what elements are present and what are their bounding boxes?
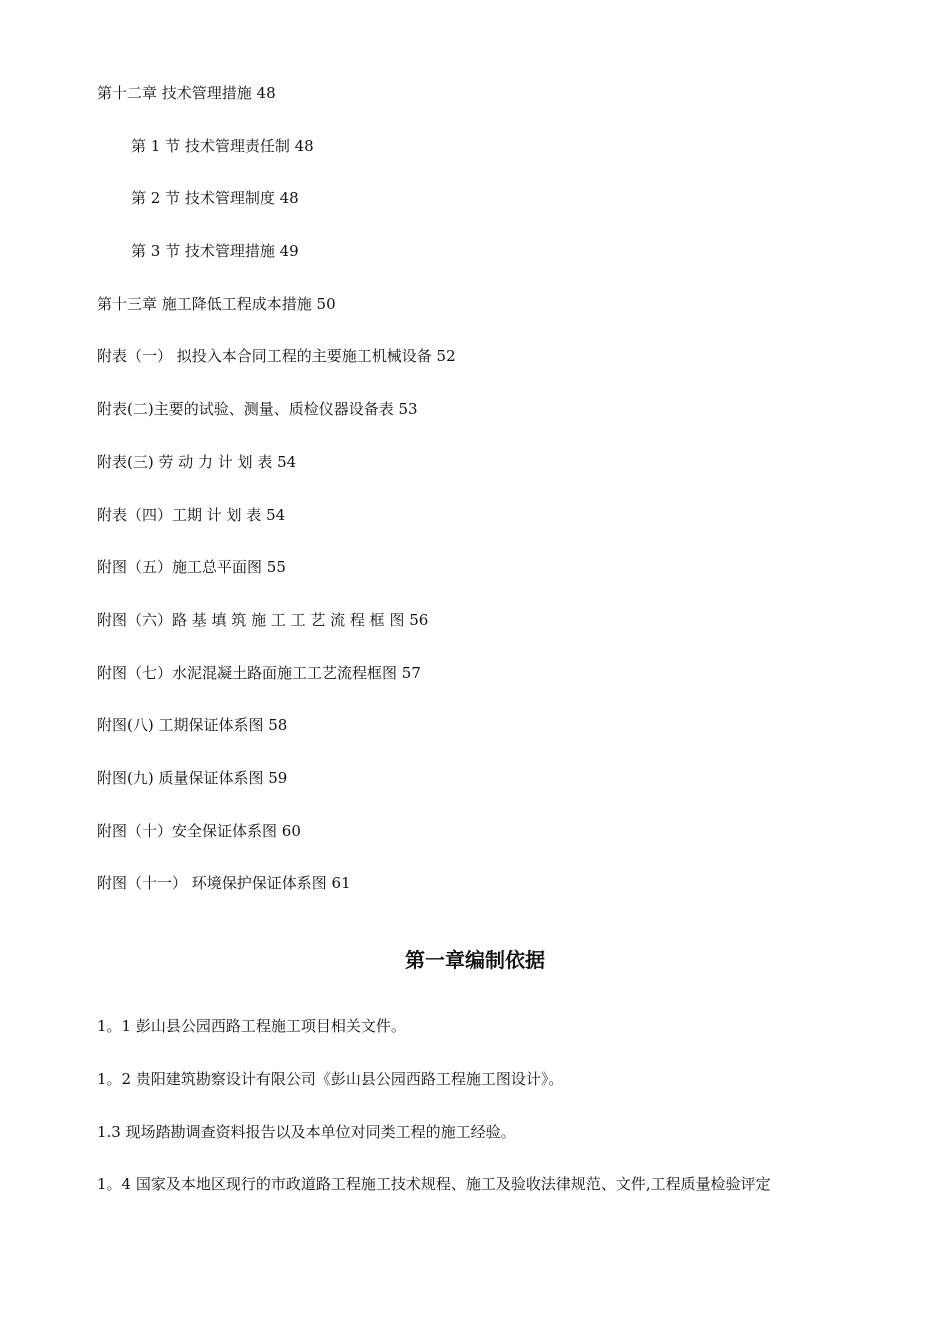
chapter-title: 第一章编制依据 (405, 948, 545, 972)
paragraph-1-4: 1。4 国家及本地区现行的市政道路工程施工技术规程、施工及验收法律规范、文件,工程质量检验评定 (97, 1175, 771, 1193)
toc-entry-chapter-12: 第十二章 技术管理措施 48 (97, 84, 276, 102)
toc-entry-appendix-table-1: 附表（一） 拟投入本合同工程的主要施工机械设备 52 (97, 347, 456, 365)
toc-entry-appendix-figure-11: 附图（十一） 环境保护保证体系图 61 (97, 874, 351, 892)
paragraph-1-1: 1。1 彭山县公园西路工程施工项目相关文件。 (97, 1017, 406, 1035)
toc-entry-appendix-figure-9: 附图(九) 质量保证体系图 59 (97, 769, 288, 787)
paragraph-1-3: 1.3 现场踏勘调查资料报告以及本单位对同类工程的施工经验。 (97, 1123, 516, 1141)
toc-entry-appendix-table-4: 附表（四）工期 计 划 表 54 (97, 506, 286, 524)
toc-entry-appendix-table-3: 附表(三) 劳 动 力 计 划 表 54 (97, 453, 297, 471)
paragraph-1-2: 1。2 贵阳建筑勘察设计有限公司《彭山县公园西路工程施工图设计》。 (97, 1070, 564, 1088)
toc-entry-chapter-13: 第十三章 施工降低工程成本措施 50 (97, 295, 336, 313)
toc-entry-section-2: 第 2 节 技术管理制度 48 (131, 189, 299, 207)
toc-entry-appendix-figure-10: 附图（十）安全保证体系图 60 (97, 822, 301, 840)
toc-entry-section-1: 第 1 节 技术管理责任制 48 (131, 137, 314, 155)
toc-entry-appendix-figure-6: 附图（六）路 基 填 筑 施 工 工 艺 流 程 框 图 56 (97, 611, 429, 629)
toc-entry-appendix-figure-8: 附图(八) 工期保证体系图 58 (97, 716, 288, 734)
toc-entry-appendix-figure-5: 附图（五）施工总平面图 55 (97, 558, 286, 576)
toc-entry-appendix-table-2: 附表(二)主要的试验、测量、质检仪器设备表 53 (97, 400, 418, 418)
toc-entry-section-3: 第 3 节 技术管理措施 49 (131, 242, 299, 260)
toc-entry-appendix-figure-7: 附图（七）水泥混凝土路面施工工艺流程框图 57 (97, 664, 421, 682)
